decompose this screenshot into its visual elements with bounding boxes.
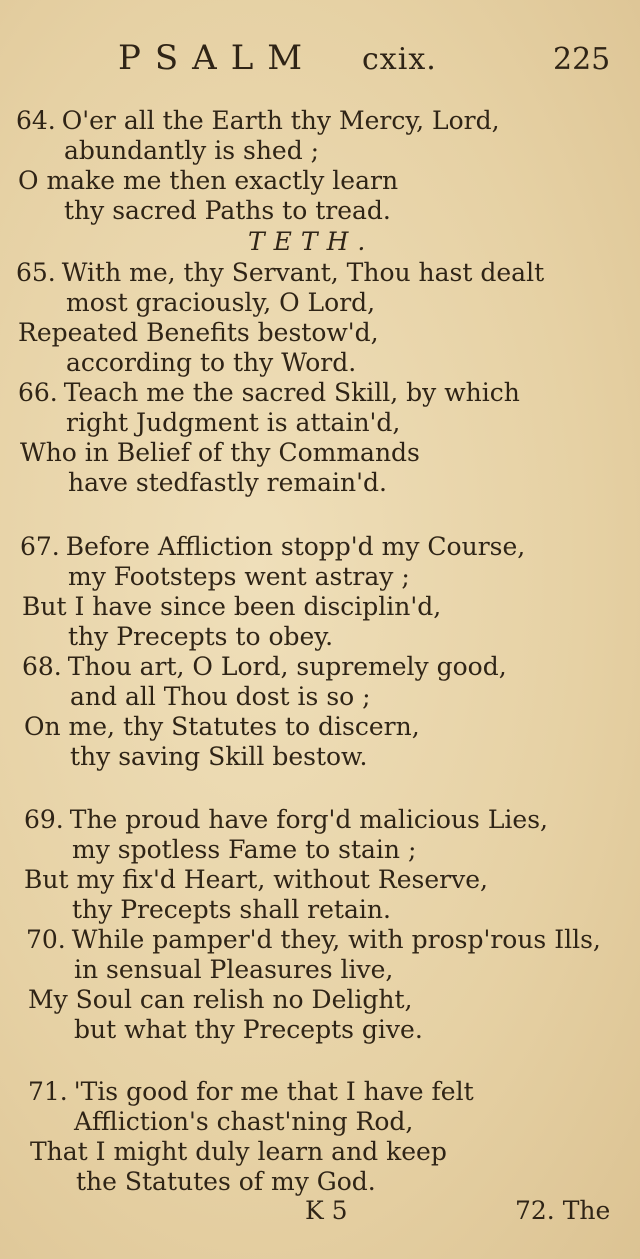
verse-line-text: Before Affliction stopp'd my Course, [65, 532, 526, 561]
verse-number: 70. [26, 925, 66, 954]
verse-line-first [26, 925, 601, 955]
verse-line-text: 'Tis good for me that I have felt [73, 1077, 474, 1106]
verse-line: right Judgment is attain'd, [66, 408, 401, 437]
verse-line: and all Thou dost is so ; [70, 682, 371, 711]
verse-line: That I might duly learn and keep [30, 1137, 447, 1166]
verse-line: the Statutes of my God. [76, 1167, 376, 1196]
verse-line: Who in Belief of thy Commands [20, 438, 420, 467]
verse-line-first [20, 532, 525, 562]
verse-line: thy sacred Paths to tread. [64, 196, 391, 225]
section-heading: TETH. [248, 227, 375, 256]
verse-line-text: While pamper'd they, with prosp'rous Ills, [71, 925, 601, 954]
verse-line: Repeated Benefits bestow'd, [18, 318, 379, 347]
verse-number: 66. [18, 378, 58, 407]
verse-line-text: O'er all the Earth thy Mercy, Lord, [61, 106, 500, 135]
verse-line: according to thy Word. [66, 348, 357, 377]
verse-line: But my fix'd Heart, without Reserve, [24, 865, 488, 894]
verse-line: thy saving Skill bestow. [70, 742, 368, 771]
verse-line-text: With me, thy Servant, Thou hast dealt [61, 258, 545, 287]
verse-line: Affliction's chast'ning Rod, [74, 1107, 414, 1136]
verse-line-first [22, 652, 507, 682]
verse-line-first [16, 106, 500, 136]
verse-line: abundantly is shed ; [64, 136, 320, 165]
verse-line-text: Teach me the sacred Skill, by which [63, 378, 520, 407]
verse-line: my spotless Fame to stain ; [72, 835, 417, 864]
verse-line: in sensual Pleasures live, [74, 955, 394, 984]
page-header [0, 38, 640, 88]
psalm-number: cxix. [362, 42, 437, 77]
verse-line-first [18, 378, 520, 408]
verse-line: but what thy Precepts give. [74, 1015, 423, 1044]
verse-line: But I have since been disciplin'd, [22, 592, 442, 621]
verse-line: have stedfastly remain'd. [68, 468, 387, 497]
verse-line-text: Thou art, O Lord, supremely good, [67, 652, 507, 681]
verse-line-first [28, 1077, 474, 1107]
verse-line-first [24, 805, 548, 835]
verse-number: 64. [16, 106, 56, 135]
verse-line: On me, thy Statutes to discern, [24, 712, 420, 741]
verse-number: 67. [20, 532, 60, 561]
catchword: 72. The [515, 1196, 611, 1225]
verse-line-first [16, 258, 544, 288]
verse-number: 65. [16, 258, 56, 287]
page-number: 225 [553, 42, 611, 77]
verse-number: 69. [24, 805, 64, 834]
page-footer [0, 1196, 640, 1236]
verse-number: 71. [28, 1077, 68, 1106]
verse-line: most graciously, O Lord, [66, 288, 376, 317]
signature-mark: K 5 [305, 1196, 348, 1225]
verse-line: thy Precepts to obey. [68, 622, 334, 651]
verse-line-text: The proud have forg'd malicious Lies, [69, 805, 548, 834]
running-title: PSALM [118, 38, 317, 78]
verse-line: my Footsteps went astray ; [68, 562, 410, 591]
verse-line: My Soul can relish no Delight, [28, 985, 413, 1014]
verse-number: 68. [22, 652, 62, 681]
verse-line: O make me then exactly learn [18, 166, 399, 195]
verse-line: thy Precepts shall retain. [72, 895, 391, 924]
